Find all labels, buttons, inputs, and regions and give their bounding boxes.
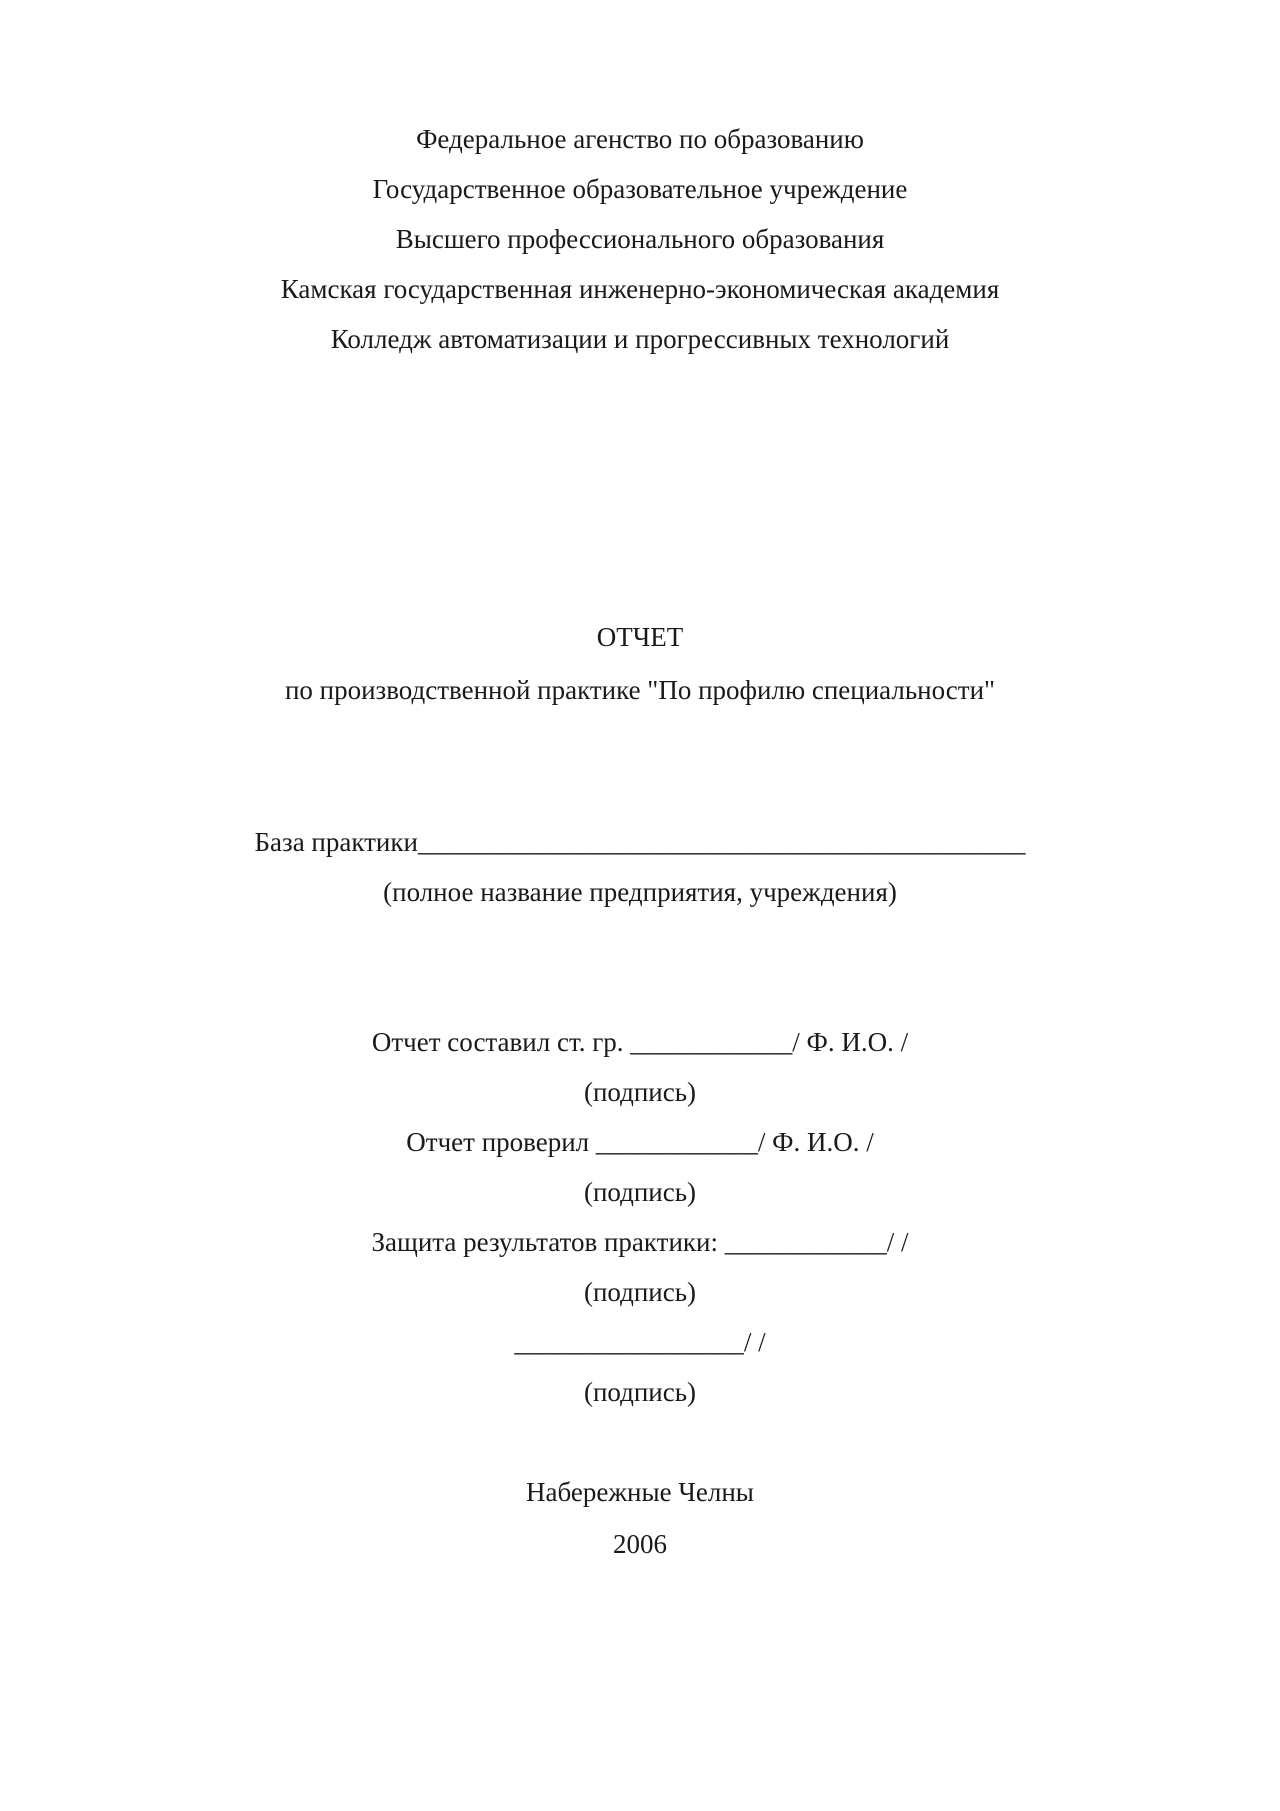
checked-by-signature-note: (подпись)	[583, 1177, 697, 1207]
extra-signature-note: (подпись)	[583, 1377, 697, 1407]
header-line-academy: Камская государственная инженерно-экономическая академия	[280, 274, 1000, 304]
practice-base-label: База практики_____________________________________________	[254, 827, 1026, 857]
extra-signature-line: _________________/ /	[514, 1327, 766, 1357]
compiled-by-signature-note: (подпись)	[583, 1077, 697, 1107]
checked-by-line: Отчет проверил ____________/ Ф. И.О. /	[406, 1127, 874, 1157]
document-title: ОТЧЕТ	[596, 622, 684, 652]
defense-signature-note: (подпись)	[583, 1277, 697, 1307]
header-line-college: Колледж автоматизации и прогрессивных технологий	[330, 324, 950, 354]
header-line-education: Высшего профессионального образования	[395, 224, 885, 254]
footer-year: 2006	[613, 1529, 667, 1559]
header-line-agency: Федеральное агенство по образованию	[416, 124, 864, 154]
compiled-by-line: Отчет составил ст. гр. ____________/ Ф. И.О. /	[371, 1027, 909, 1057]
defense-line: Защита результатов практики: ____________/ /	[371, 1227, 909, 1257]
practice-base-note: (полное название предприятия, учреждения)	[383, 877, 897, 907]
header-line-institution: Государственное образовательное учреждение	[372, 174, 908, 204]
footer-city: Набережные Челны	[526, 1477, 754, 1507]
document-subtitle: по производственной практике "По профилю специальности"	[284, 675, 996, 705]
